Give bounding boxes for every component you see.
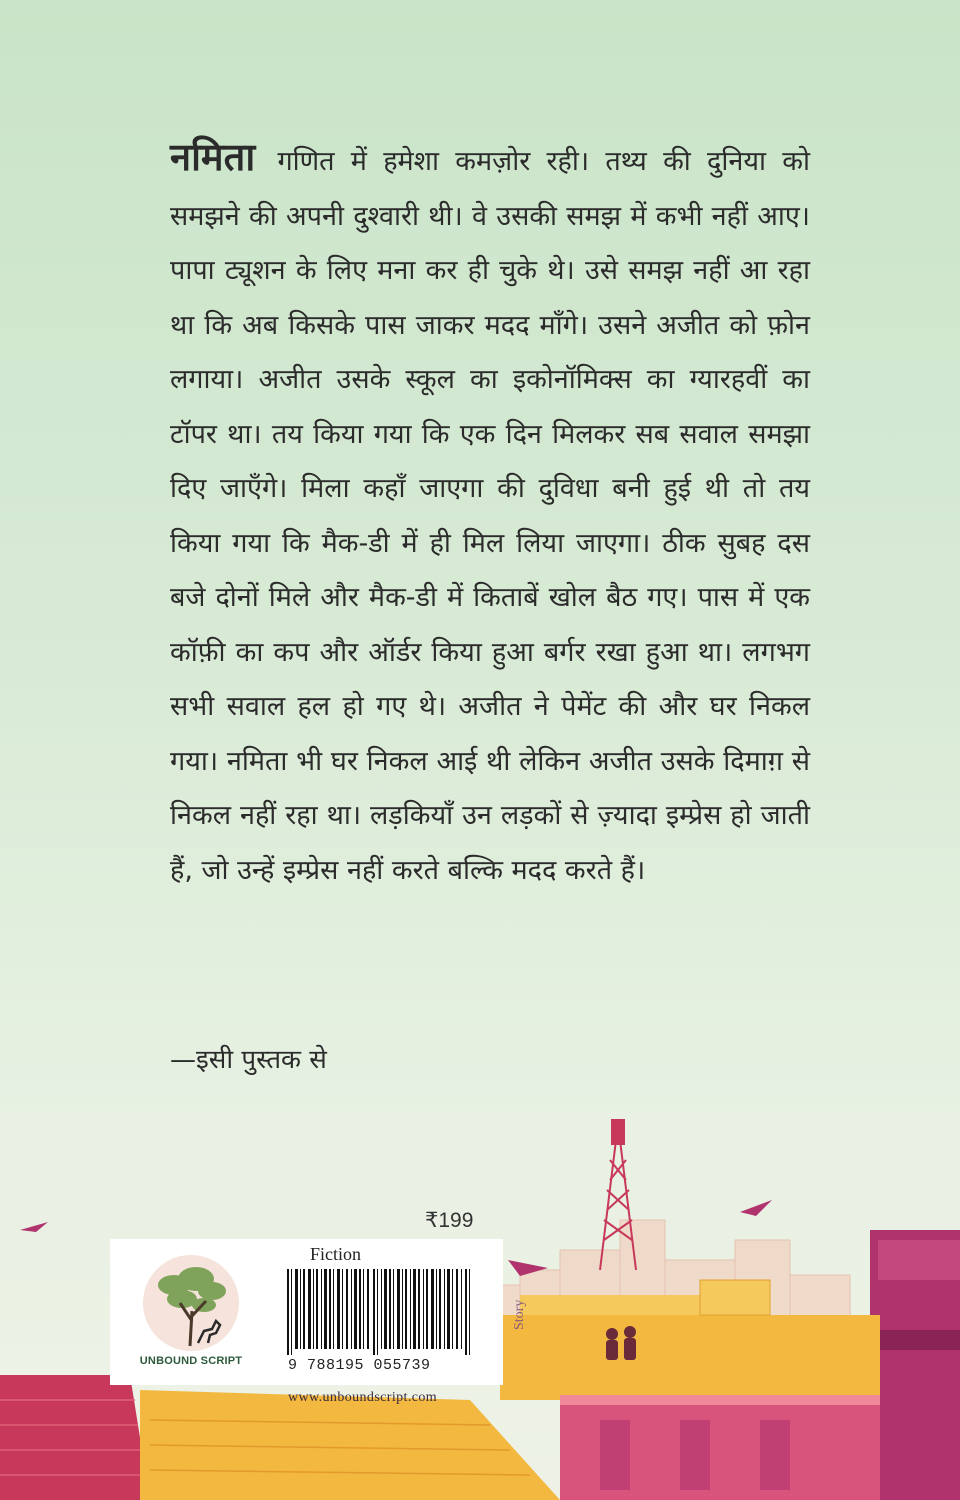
blurb-body: गणित में हमेशा कमज़ोर रही। तथ्य की दुनिया को समझने की अपनी दुश्वारी थी। वे उसकी समझ में कभी नहीं आए। पापा ट्यूशन के लिए मना कर ही चुके थे। उसे समझ नहीं आ रहा था कि अब किसके पास जाकर मदद माँगे। उसने अजीत को फ़ोन लगाया। अजीत उसके स्कूल का इकोनॉमिक्स का ग्यारहवीं का टॉपर था। तय किया गया कि एक दिन मिलकर सब सवाल समझा दिए जाएँगे। मिला कहाँ जाएगा की दुविधा बनी हुई थी तो तय किया गया कि मैक-डी में ही मिल लिया जाएगा। ठीक सुबह दस बजे दोनों मिले और मैक-डी में किताबें खोल बैठ गए। पास में एक कॉफ़ी का कप और ऑर्डर किया हुआ बर्गर रखा हुआ था। लगभग सभी सवाल हल हो गए थे। अजीत ने पेमेंट की और घर निकल गया। नमिता भी घर निकल आई थी लेकिन अजीत उसके दिमाग़ से निकल नहीं रहा था। लड़कियाँ उन लड़कों से ज़्यादा इम्प्रेस हो जाती हैं, जो उन्हें इम्प्रेस नहीं करते बल्कि मदद करते हैं। <box>170 146 811 886</box>
publisher-website: www.unboundscript.com <box>288 1390 438 1405</box>
barcode-panel <box>110 1239 503 1385</box>
tree-horse-logo-icon <box>126 1251 256 1355</box>
spine-text: Story <box>512 1299 527 1330</box>
roof-left <box>0 1375 150 1500</box>
back-cover-blurb <box>170 130 810 898</box>
price-label: ₹199 <box>425 1209 474 1232</box>
publisher-logo <box>126 1251 256 1373</box>
rooftop-yellow <box>500 1315 880 1400</box>
blurb-lead-word: नमिता <box>170 135 256 179</box>
isbn-barcode <box>285 1269 490 1355</box>
blurb-attribution: —इसी पुस्तक से <box>170 1045 327 1075</box>
genre-label: Fiction <box>310 1244 362 1264</box>
publisher-name: UNBOUND SCRIPT <box>139 1355 243 1367</box>
isbn-number: 9 788195 055739 <box>288 1357 431 1374</box>
